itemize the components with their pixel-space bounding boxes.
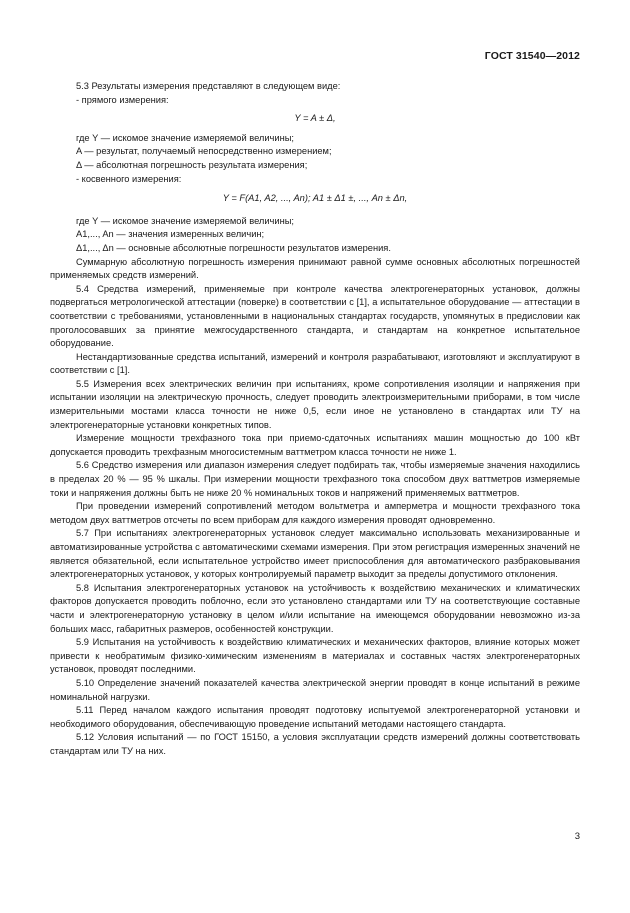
clause-5-11: 5.11 Перед началом каждого испытания проводят подготовку испытуемой электрогенераторной установки и необходимого оборудования, обеспечивающую проведение испытаний методами настоящего стандарта. [50,705,580,729]
clause-5-7: 5.7 При испытаниях электрогенераторных установок следует максимально использовать механизированные и автоматизированные устройства с автоматическими схемами измерения. При этом регистрация измеренных значений не является обязательной, если испытательное устройство имеет приспособления для автоматического разбраковывания электрогенераторных установок, у которых контролируемый параметр выходит за пределы допустимого отклонения. [50,528,580,580]
direct-measurement-label: - прямого измерения: [76,94,169,105]
definition-a: A — результат, получаемый непосредственно измерением; [76,146,332,157]
clause-5-9: 5.9 Испытания на устойчивость к воздействию климатических и механических факторов, влияние которых может привести к необратимым физико-химическим изменениям в материалах и составных частях электрогенераторных установок, проводят последними. [50,637,580,675]
clause-5-12: 5.12 Условия испытаний — по ГОСТ 15150, а условия эксплуатации средств измерений должны соответствовать стандартам или ТУ на них. [50,732,580,756]
clause-5-6: 5.6 Средство измерения или диапазон измерения следует подбирать так, чтобы измеряемые значения находились в пределах 20 % — 95 % шкалы. При измерении мощности трехфазного тока способом двух ваттметров измеряемые токи и напряжения должны быть не ниже 20 % номинальных токов и напряжений применяемых ваттметров. [50,460,580,498]
nonstandard-means-paragraph: Нестандартизованные средства испытаний, измерений и контроля разрабатывают, изготовляют и эксплуатируют в соответствии с [1]. [50,351,580,376]
clause-5-8: 5.8 Испытания электрогенераторных установок на устойчивость к воздействию механических и климатических факторов допускается проводить поблочно, если это установлено стандартами или ТУ на соответствующие составные части и электрогенераторную установку в целом и/или испытание на имеющемся оборудовании невозможно из-за больших масс, габаритных размеров, особенностей конструкции. [50,582,580,634]
definition-a-values: A1,..., An — значения измеренных величин; [76,229,265,240]
document-body [50,80,580,759]
three-phase-power-paragraph: Измерение мощности трехфазного тока при приемо-сдаточных испытаниях машин мощностью до 100 кВт допускается проводить трехфазным многосистемным ваттметром класса точности не ниже 1. [50,433,580,457]
clause-5-4: 5.4 Средства измерений, применяемые при контроле качества электрогенераторных установок, должны подвергаться метрологической аттестации (поверке) в соответствии с [1], а испытательное оборудование — аттестации в соответствии с требованиями, установленными в национальных стандартах государств, упомянутых в предисловии как проголосовавших за принятие межгосударственного стандарта, и стандартам на конкретное испытательное оборудование. [50,283,580,349]
formula-direct: Y = A ± Δ, [294,113,336,124]
page-number: 3 [574,831,580,842]
definition-delta-values: Δ1,..., Δn — основные абсолютные погрешности результатов измерения. [76,242,391,253]
definition-y-2: где Y — искомое значение измеряемой величины; [76,215,294,226]
formula-indirect: Y = F(A1, A2, ..., An); A1 ± Δ1 ±, ..., An ± Δn, [222,193,408,204]
standard-header: ГОСТ 31540—2012 [484,50,580,62]
clause-5-3: 5.3 Результаты измерения представляют в следующем виде: [76,81,341,91]
indirect-measurement-label: - косвенного измерения: [76,173,182,184]
clause-5-10: 5.10 Определение значений показателей качества электрической энергии проводят в конце испытаний в режиме номинальной нагрузки. [50,677,580,702]
total-error-paragraph: Суммарную абсолютную погрешность измерения принимают равной сумме основных абсолютных погрешностей применяемых средств измерений. [50,256,580,281]
simultaneous-readings-paragraph: При проведении измерений сопротивлений методом вольтметра и амперметра и мощности трехфазного тока методом двух ваттметров отсчеты по всем приборам для каждого измерения проводят одновременно. [50,501,580,525]
definition-delta: Δ — абсолютная погрешность результата измерения; [76,159,308,170]
clause-5-5: 5.5 Измерения всех электрических величин при испытаниях, кроме сопротивления изоляции и напряжения при испытании изоляции на электрическую прочность, следует проводить электроизмерительными приборами, в том числе измерительными мостами класса точности не ниже 0,5, если иное не установлено в стандартах или ТУ на электрогенераторные установки конкретных типов. [50,378,580,430]
definition-y: где Y — искомое значение измеряемой величины; [76,132,294,143]
